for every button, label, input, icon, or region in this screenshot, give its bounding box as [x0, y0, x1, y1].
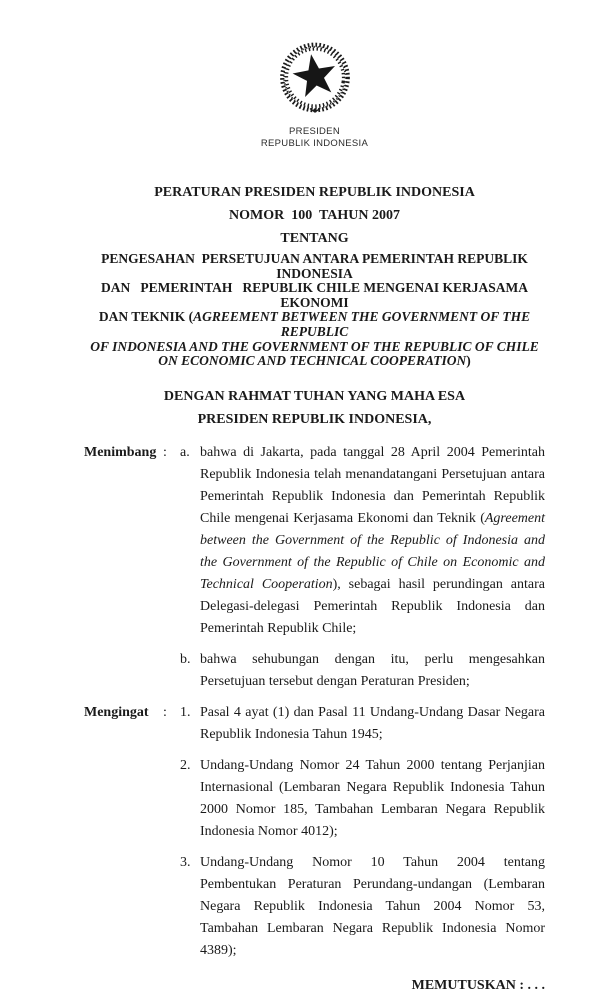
subject-line: INDONESIA	[276, 265, 353, 281]
subject-line: DAN PEMERINTAH REPUBLIK CHILE MENGENAI KERJASAMA	[101, 280, 528, 296]
letterhead-republik-indonesia: REPUBLIK INDONESIA	[260, 138, 369, 149]
mengingat-item-2	[180, 755, 545, 843]
item-marker: 2.	[180, 757, 191, 773]
regulation-tentang: TENTANG	[280, 231, 349, 246]
star-wreath-emblem-icon	[273, 38, 357, 122]
mengingat-item-3	[180, 852, 545, 962]
item-text: bahwa sehubungan dengan itu, perlu mengesahkan Persetujuan tersebut dengan Peraturan Presiden;	[200, 651, 545, 689]
item-marker: a.	[180, 444, 190, 460]
regulation-subject	[84, 252, 545, 369]
menimbang-item-b	[180, 649, 545, 693]
subject-line: PENGESAHAN PERSETUJUAN ANTARA PEMERINTAH REPUBLIK	[101, 251, 528, 266]
letterhead	[84, 38, 545, 150]
mengingat-items	[180, 702, 545, 971]
mengingat-colon: :	[163, 704, 167, 720]
subject-line: REPUBLIC	[280, 323, 349, 339]
mengingat-section	[84, 702, 545, 971]
item-text: bahwa di Jakarta, pada tanggal 28 April 2004 Pemerintah Republik Indonesia telah menandatangani Persetujuan antara Pemerintah Republik Indonesia dan Pemerintah Republik Chile mengenai Kerjasama Ekonomi dan Teknik (Agreement between the Government of the Republic of Indonesia and the Government of the Republic of Chile on Economic and Technical Cooperation), sebagai hasil perundingan antara Delegasi-delegasi Pemerintah Republik Indonesia dan Pemerintah Republik Chile;	[200, 444, 545, 636]
item-marker: 3.	[180, 854, 191, 870]
memutuskan-continuation: MEMUTUSKAN : . . .	[411, 977, 545, 993]
subject-line: OF INDONESIA AND THE GOVERNMENT OF THE REPUBLIC OF CHILE	[90, 338, 539, 354]
preamble-presiden: PRESIDEN REPUBLIK INDONESIA,	[197, 411, 432, 427]
subject-line: ON ECONOMIC AND TECHNICAL COOPERATION)	[158, 353, 471, 369]
menimbang-colon: :	[163, 444, 167, 460]
item-text: Pasal 4 ayat (1) dan Pasal 11 Undang-Undang Dasar Negara Republik Indonesia Tahun 1945;	[200, 704, 545, 742]
mengingat-label: Mengingat	[84, 704, 149, 720]
subject-line: DAN TEKNIK (AGREEMENT BETWEEN THE GOVERNMENT OF THE	[98, 309, 531, 325]
item-text: Undang-Undang Nomor 24 Tahun 2000 tentang Perjanjian Internasional (Lembaran Negara Republik Indonesia Tahun 2000 Nomor 185, Tambahan Lembaran Negara Republik Indonesia Nomor 4012);	[200, 757, 545, 839]
title-block	[84, 181, 545, 369]
menimbang-item-a	[180, 442, 545, 640]
item-marker: b.	[180, 651, 191, 667]
menimbang-label: Menimbang	[84, 444, 157, 460]
subject-line: EKONOMI	[280, 294, 349, 310]
regulation-number: NOMOR 100 TAHUN 2007	[229, 208, 400, 223]
preamble	[84, 385, 545, 431]
menimbang-section	[84, 442, 545, 702]
preamble-rahmat: DENGAN RAHMAT TUHAN YANG MAHA ESA	[163, 388, 466, 404]
menimbang-items	[180, 442, 545, 702]
item-marker: 1.	[180, 704, 191, 720]
letterhead-presiden: PRESIDEN	[289, 126, 340, 137]
regulation-title: PERATURAN PRESIDEN REPUBLIK INDONESIA	[154, 185, 475, 200]
mengingat-item-1	[180, 702, 545, 746]
item-text: Undang-Undang Nomor 10 Tahun 2004 tentang Pembentukan Peraturan Perundang-undangan (Lembaran Negara Republik Indonesia Tahun 2004 Nomor 53, Tambahan Lembaran Negara Republik Indonesia Nomor 4389);	[200, 854, 545, 958]
